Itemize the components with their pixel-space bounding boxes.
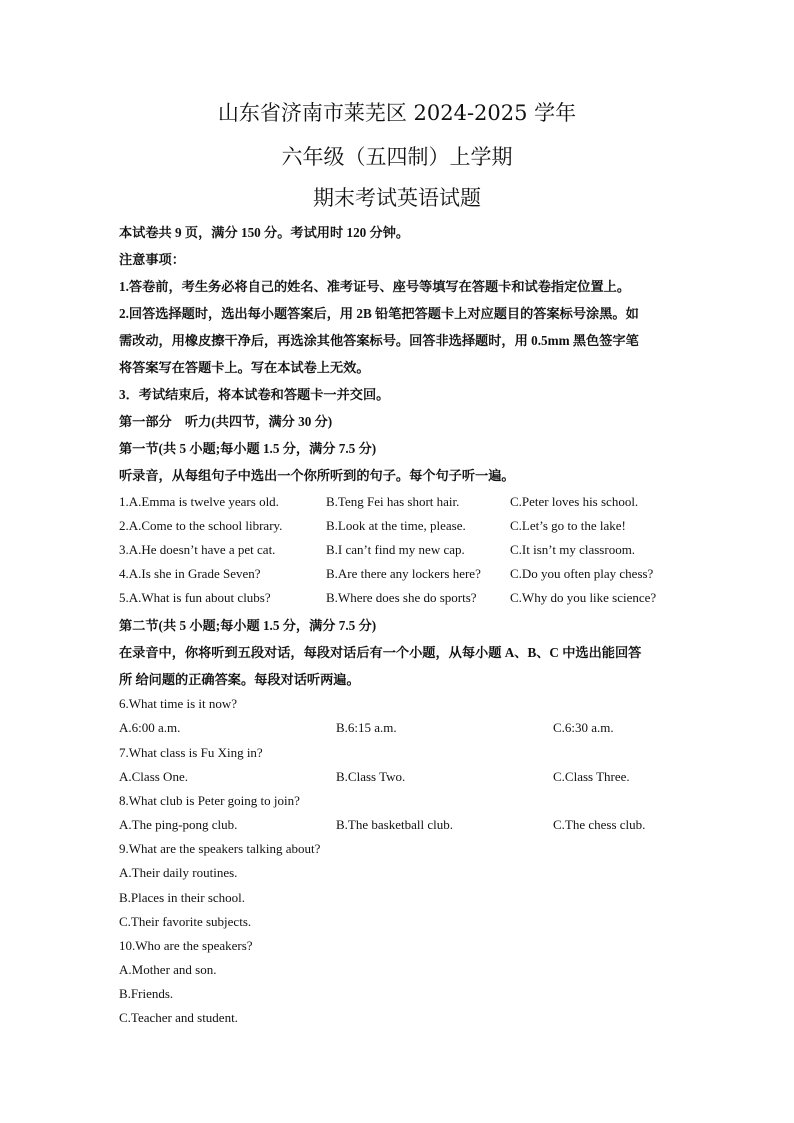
section1-instruction: 听录音，从每组句子中选出一个你所听到的句子。每个句子听一遍。 xyxy=(119,468,515,483)
notice-heading: 注意事项： xyxy=(119,252,185,267)
q1-option-a: 1.A.Emma is twelve years old. xyxy=(119,494,279,509)
q3-option-b: B.I can’t find my new cap. xyxy=(326,542,465,557)
q2-option-c: C.Let’s go to the lake! xyxy=(510,518,626,533)
q10-question: 10.Who are the speakers? xyxy=(119,938,253,953)
q7-option-a: A.Class One. xyxy=(119,769,188,784)
q7-option-c: C.Class Three. xyxy=(553,769,630,784)
q9-option-c: C.Their favorite subjects. xyxy=(119,914,252,929)
q6-option-b: B.6:15 a.m. xyxy=(336,720,397,735)
notice-item-2-line-1: 2.回答选择题时，选出每小题答案后，用 2B 铅笔把答题卡上对应题目的答案标号涂黑。如 xyxy=(119,306,639,321)
q10-option-b: B.Friends. xyxy=(119,986,174,1001)
q2-option-a: 2.A.Come to the school library. xyxy=(119,518,283,533)
q3-option-a: 3.A.He doesn’t have a pet cat. xyxy=(119,542,276,557)
q6-option-c: C.6:30 a.m. xyxy=(553,720,614,735)
q9-question: 9.What are the speakers talking about? xyxy=(119,841,321,856)
q9-option-a: A.Their daily routines. xyxy=(119,865,238,880)
q5-option-c: C.Why do you like science? xyxy=(510,590,657,605)
q4-option-b: B.Are there any lockers here? xyxy=(326,566,481,581)
q6-option-a: A.6:00 a.m. xyxy=(119,720,181,735)
notice-item-2-line-2: 需改动，用橡皮擦干净后，再选涂其他答案标号。回答非选择题时，用 0.5mm 黑色签字笔 xyxy=(119,333,639,348)
q1-option-c: C.Peter loves his school. xyxy=(510,494,639,509)
part1-heading: 第一部分 听力(共四节，满分 30 分) xyxy=(119,414,333,429)
section2-heading: 第二节(共 5 小题;每小题 1.5 分，满分 7.5 分) xyxy=(119,618,377,633)
q1-option-b: B.Teng Fei has short hair. xyxy=(326,494,460,509)
q4-option-c: C.Do you often play chess? xyxy=(510,566,654,581)
q8-option-a: A.The ping-pong club. xyxy=(119,817,238,832)
exam-title-line1: 山东省济南市莱芜区 2024-2025 学年 xyxy=(217,101,577,125)
q5-option-a: 5.A.What is fun about clubs? xyxy=(119,590,271,605)
q10-option-c: C.Teacher and student. xyxy=(119,1010,238,1025)
section2-instruction-line-2: 所 给问题的正确答案。每段对话听两遍。 xyxy=(119,672,360,687)
q2-option-b: B.Look at the time, please. xyxy=(326,518,466,533)
q8-option-b: B.The basketball club. xyxy=(336,817,453,832)
exam-title-line3: 期末考试英语试题 xyxy=(313,186,481,210)
exam-intro: 本试卷共 9 页，满分 150 分。考试用时 120 分钟。 xyxy=(119,225,410,240)
section1-heading: 第一节(共 5 小题;每小题 1.5 分，满分 7.5 分) xyxy=(119,441,377,456)
q5-option-b: B.Where does she do sports? xyxy=(326,590,477,605)
notice-item-2-line-3: 将答案写在答题卡上。写在本试卷上无效。 xyxy=(119,360,370,375)
q8-question: 8.What club is Peter going to join? xyxy=(119,793,300,808)
q8-option-c: C.The chess club. xyxy=(553,817,646,832)
q7-option-b: B.Class Two. xyxy=(336,769,406,784)
q10-option-a: A.Mother and son. xyxy=(119,962,217,977)
q9-option-b: B.Places in their school. xyxy=(119,890,246,905)
q4-option-a: 4.A.Is she in Grade Seven? xyxy=(119,566,261,581)
notice-item-1: 1.答卷前，考生务必将自己的姓名、准考证号、座号等填写在答题卡和试卷指定位置上。 xyxy=(119,279,631,294)
q3-option-c: C.It isn’t my classroom. xyxy=(510,542,636,557)
q7-question: 7.What class is Fu Xing in? xyxy=(119,745,263,760)
exam-title-line2: 六年级（五四制）上学期 xyxy=(281,145,513,169)
q6-question: 6.What time is it now? xyxy=(119,696,238,711)
notice-item-3: 3．考试结束后，将本试卷和答题卡一并交回。 xyxy=(119,387,390,402)
section2-instruction-line-1: 在录音中，你将听到五段对话，每段对话后有一个小题，从每小题 A、B、C 中选出能回答 xyxy=(119,645,642,660)
